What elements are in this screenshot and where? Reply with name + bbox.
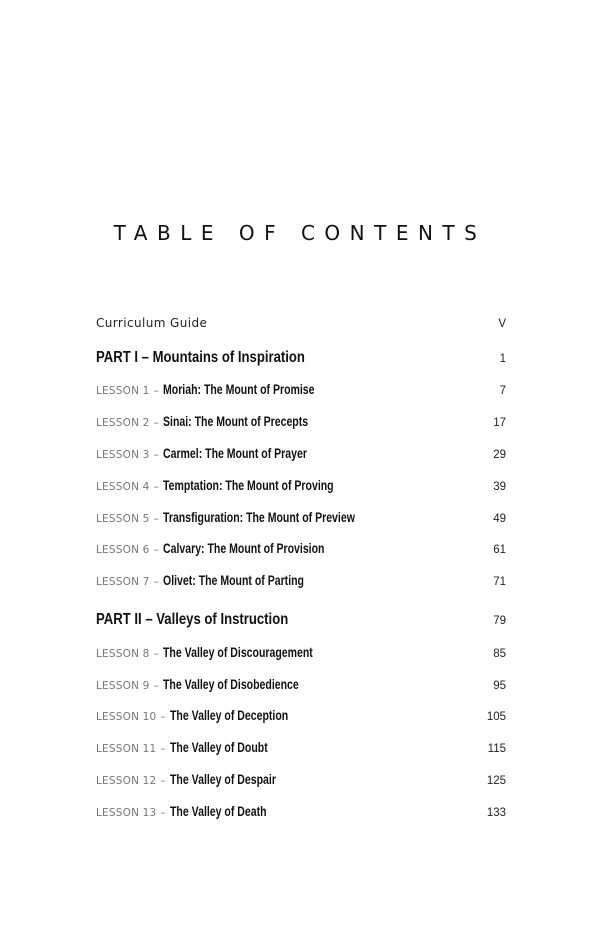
toc-lesson-2[interactable] (96, 414, 506, 429)
lesson-separator: – (153, 513, 159, 525)
lesson-separator: – (153, 481, 159, 493)
lesson-separator: – (153, 449, 159, 461)
lesson-title: Calvary: The Mount of Provision (162, 541, 325, 556)
toc-lesson-8[interactable] (96, 645, 506, 660)
entry-page-number: 49 (493, 513, 506, 525)
lesson-title: The Valley of Deception (169, 708, 288, 723)
toc-lesson-9[interactable] (96, 677, 506, 692)
entry-page-number: 7 (499, 385, 506, 397)
lesson-label: LESSON 9 (96, 680, 150, 692)
lesson-title: Temptation: The Mount of Proving (162, 478, 334, 493)
lesson-title: Sinai: The Mount of Precepts (162, 414, 308, 429)
lesson-title: Olivet: The Mount of Parting (162, 573, 304, 588)
toc-lesson-12[interactable] (96, 772, 506, 787)
entry-page-number: 29 (493, 449, 506, 461)
lesson-label: LESSON 1 (96, 385, 150, 397)
lesson-title: The Valley of Death (169, 804, 267, 819)
lesson-title: Carmel: The Mount of Prayer (162, 446, 307, 461)
lesson-separator: – (153, 576, 159, 588)
entry-title: Curriculum Guide (96, 316, 208, 330)
page-title: TABLE OF CONTENTS (113, 221, 487, 245)
lesson-separator: – (160, 775, 166, 787)
toc-lesson-10[interactable] (96, 708, 506, 723)
lesson-label: LESSON 12 (96, 775, 157, 787)
lesson-title: The Valley of Disobedience (162, 677, 299, 692)
entry-page-number: 105 (486, 711, 506, 723)
lesson-separator: – (153, 680, 159, 692)
lesson-title: Moriah: The Mount of Promise (162, 382, 315, 397)
entry-page-number: 95 (493, 680, 506, 692)
entry-page-number: 71 (493, 576, 506, 588)
lesson-label: LESSON 13 (96, 807, 157, 819)
toc-part-1[interactable] (96, 349, 506, 367)
toc-part-2[interactable] (96, 611, 506, 629)
lesson-title: The Valley of Discouragement (162, 645, 313, 660)
toc-lesson-5[interactable] (96, 510, 506, 525)
toc-lesson-6[interactable] (96, 541, 506, 556)
toc-lesson-13[interactable] (96, 804, 506, 819)
lesson-label: LESSON 2 (96, 417, 150, 429)
entry-page-number: 85 (493, 648, 506, 660)
lesson-label: LESSON 8 (96, 648, 150, 660)
part-title: PART I – Mountains of Inspiration (96, 349, 305, 366)
toc-lesson-1[interactable] (96, 382, 506, 397)
lesson-label: LESSON 7 (96, 576, 150, 588)
toc-lesson-11[interactable] (96, 740, 506, 755)
lesson-title: The Valley of Doubt (169, 740, 268, 755)
entry-page-number: 115 (487, 743, 506, 755)
lesson-label: LESSON 5 (96, 513, 150, 525)
lesson-label: LESSON 10 (96, 711, 157, 723)
entry-page-number: 79 (493, 615, 506, 627)
toc-lesson-3[interactable] (96, 446, 506, 461)
entry-page-number: 61 (493, 544, 506, 556)
toc-lesson-4[interactable] (96, 478, 506, 493)
lesson-separator: – (153, 385, 159, 397)
lesson-title: Transfiguration: The Mount of Preview (162, 510, 355, 525)
entry-page-number: 39 (493, 481, 506, 493)
entry-page-number: 133 (486, 807, 506, 819)
lesson-label: LESSON 6 (96, 544, 150, 556)
toc-entry-curriculum-guide[interactable] (96, 316, 506, 330)
lesson-label: LESSON 11 (96, 743, 157, 755)
entry-page-number: 125 (486, 775, 506, 787)
lesson-label: LESSON 4 (96, 481, 150, 493)
lesson-label: LESSON 3 (96, 449, 150, 461)
part-title: PART II – Valleys of Instruction (96, 611, 289, 628)
toc-lesson-7[interactable] (96, 573, 506, 588)
lesson-title: The Valley of Despair (169, 772, 276, 787)
lesson-separator: – (160, 743, 166, 755)
lesson-separator: – (153, 417, 159, 429)
entry-page-number: V (498, 318, 506, 330)
lesson-separator: – (160, 807, 166, 819)
entry-page-number: 1 (499, 353, 506, 365)
lesson-separator: – (153, 648, 159, 660)
entry-page-number: 17 (493, 417, 506, 429)
lesson-separator: – (160, 711, 166, 723)
lesson-separator: – (153, 544, 159, 556)
